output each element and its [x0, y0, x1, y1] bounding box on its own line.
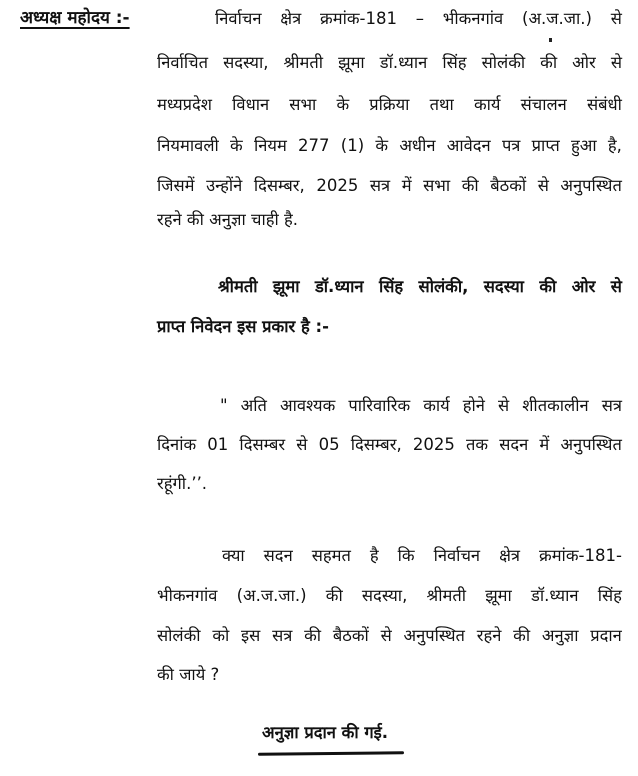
word: विधान: [232, 95, 270, 114]
word: उन्होंने: [206, 176, 243, 195]
word: क्रमांक-181: [320, 9, 397, 28]
speaker-heading: अध्यक्ष महोदय :-: [20, 8, 130, 28]
word: डॉ.ध्यान: [314, 277, 364, 296]
word: नियमावली: [157, 136, 219, 155]
word: पारिवारिक: [348, 396, 411, 415]
word: अनुपस्थित: [560, 176, 622, 195]
word: से: [537, 176, 549, 195]
word: प्रक्रिया: [369, 95, 410, 114]
word: की: [540, 53, 558, 72]
word: 2025: [412, 435, 455, 454]
word: प्राप्त: [531, 136, 560, 155]
word: की: [513, 626, 531, 645]
question-line-3: [157, 625, 622, 647]
quote-line-1: [220, 395, 622, 417]
word: अनुज्ञा: [541, 626, 579, 645]
intro-line-1: [215, 8, 622, 30]
word: सत्र: [272, 626, 293, 645]
word: सिंह: [378, 277, 404, 296]
word: कि: [397, 546, 415, 565]
word: आवेदन: [446, 136, 491, 155]
word: झूमा: [272, 277, 300, 296]
word: से: [610, 277, 622, 296]
word: सदन: [263, 546, 293, 565]
word: सदन: [499, 435, 529, 454]
word: आवश्यक: [279, 396, 336, 415]
word: सभा: [423, 176, 451, 195]
ink-dot: [549, 38, 552, 42]
word: तक: [465, 435, 489, 454]
word: दिसम्बर: [239, 435, 286, 454]
word: कार्य: [423, 396, 450, 415]
word: सत्र: [601, 396, 622, 415]
intro-line-6: रहने की अनुज्ञा चाही है.: [157, 210, 298, 229]
word: से: [610, 9, 622, 28]
word: डॉ.ध्यान: [531, 586, 579, 605]
word: भीकनगांव: [442, 9, 504, 28]
word: है: [369, 546, 379, 565]
word: (अ.ज.जा.): [522, 9, 592, 28]
word: में: [539, 435, 550, 454]
word: संबंधी: [586, 95, 622, 114]
word: बैठकों: [332, 626, 369, 645]
word: हुआ: [571, 136, 597, 155]
word: (अ.ज.जा.): [236, 586, 307, 605]
word: तथा: [429, 95, 454, 114]
word: श्रीमती: [426, 586, 467, 605]
word: सोलंकी: [157, 626, 201, 645]
word: निर्वाचन: [433, 546, 481, 565]
word: डॉ.ध्यान: [379, 53, 428, 72]
word: सत्र: [369, 176, 391, 195]
word: की: [304, 626, 322, 645]
word: क्रमांक-181-: [539, 546, 622, 565]
word: दिनांक: [157, 435, 197, 454]
word: प्रदान: [590, 626, 622, 645]
word: सदस्या: [483, 277, 524, 296]
word: मध्यप्रदेश: [157, 95, 213, 114]
word: नियम: [253, 136, 287, 155]
notice-line-2: प्राप्त निवेदन इस प्रकार है :-: [157, 317, 329, 336]
question-line-1: [222, 545, 622, 567]
word: श्रीमती: [283, 53, 324, 72]
word: से: [498, 396, 510, 415]
word: से: [380, 626, 392, 645]
word: (1): [340, 136, 365, 155]
word: को: [212, 626, 230, 645]
word: 01: [207, 435, 229, 454]
word: झूमा: [338, 53, 365, 72]
word: बैठकों: [490, 176, 527, 195]
quote-line-2: [157, 434, 622, 456]
word: ओर: [571, 277, 596, 296]
word: की: [325, 586, 343, 605]
result-text: अनुज्ञा प्रदान की गई.: [262, 723, 389, 742]
word: सोलंकी,: [418, 277, 469, 296]
word: सदस्या,: [361, 586, 408, 605]
word: भीकनगांव: [157, 586, 218, 605]
word: 05: [318, 435, 340, 454]
intro-line-4: [157, 135, 622, 157]
word: सदस्या,: [223, 53, 269, 72]
word: श्रीमती: [218, 277, 258, 296]
word: निर्वाचन: [215, 9, 262, 28]
word: की: [461, 176, 479, 195]
word: सिंह: [442, 53, 467, 72]
word: के: [375, 136, 389, 155]
word: सोलंकी: [481, 53, 526, 72]
word: क्षेत्र: [280, 9, 302, 28]
word: के: [336, 95, 350, 114]
word: 277: [298, 136, 330, 155]
word: अति: [240, 396, 267, 415]
word: सहमत: [311, 546, 351, 565]
quote-line-3: रहूंगी.’’.: [157, 474, 208, 493]
word: पत्र: [501, 136, 521, 155]
word: ओर: [572, 53, 596, 72]
word: क्या: [222, 546, 245, 565]
word: अनुपस्थित: [560, 435, 622, 454]
word: ": [220, 396, 228, 415]
word: अधीन: [399, 136, 436, 155]
word: से: [296, 435, 308, 454]
word: अनुपस्थित: [403, 626, 465, 645]
word: की: [539, 277, 557, 296]
word: शीतकालीन: [522, 396, 589, 415]
word: निर्वाचित: [157, 53, 209, 72]
question-line-4: की जाये ?: [157, 665, 220, 684]
word: है,: [607, 136, 622, 155]
word: के: [230, 136, 243, 155]
intro-line-2: [157, 52, 622, 74]
intro-line-5: [157, 175, 622, 197]
word: क्षेत्र: [499, 546, 521, 565]
word: 2025: [316, 176, 359, 195]
word: सभा: [289, 95, 317, 114]
word: –: [415, 9, 424, 28]
word: संचालन: [520, 95, 567, 114]
word: कार्य: [473, 95, 501, 114]
word: दिसम्बर,: [350, 435, 402, 454]
question-line-2: [157, 585, 622, 607]
word: दिसम्बर,: [253, 176, 305, 195]
notice-line-1: [218, 276, 622, 298]
word: जिसमें: [157, 176, 195, 195]
word: में: [401, 176, 412, 195]
intro-line-3: [157, 94, 622, 116]
word: सिंह: [597, 586, 622, 605]
result-underline: [258, 751, 404, 756]
word: झूमा: [485, 586, 512, 605]
word: होने: [462, 396, 485, 415]
word: इस: [241, 626, 261, 645]
word: रहने: [476, 626, 502, 645]
word: से: [610, 53, 622, 72]
